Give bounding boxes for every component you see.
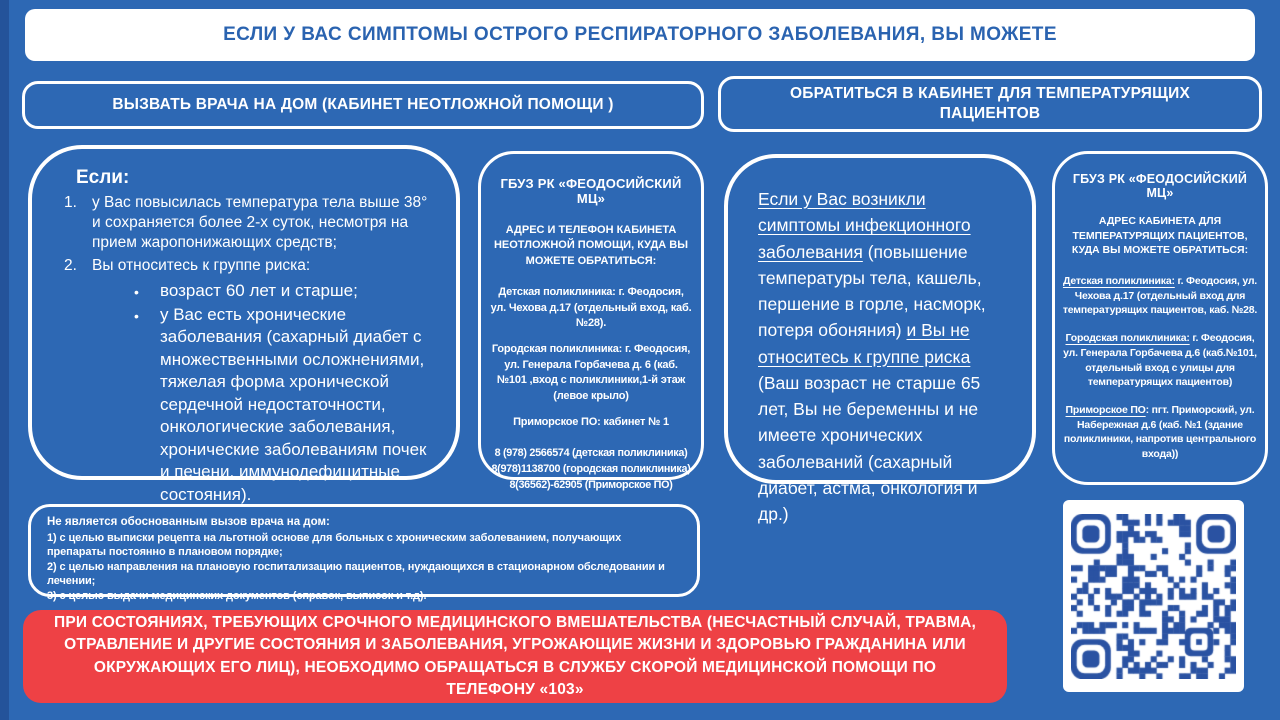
emergency-text: ПРИ СОСТОЯНИЯХ, ТРЕБУЮЩИХ СРОЧНОГО МЕДИЦИНСКОГО ВМЕШАТЕЛЬСТВА (НЕСЧАСТНЫЙ СЛУЧАЙ, ТРАВМА, ОТРАВЛЕНИЕ И ДРУГИЕ СОСТОЯНИЯ И ЗАБОЛЕВАНИЯ, УГРОЖАЮЩИЕ ЖИЗНИ И ЗДОРОВЬЮ ГРАЖДАНИНА ИЛИ ОКРУЖАЮЩИХ ЕГО ЛИЦ), НЕОБХОДИМО ОБРАЩАТЬСЯ В СЛУЖБУ СКОРОЙ МЕДИЦИНСКОЙ ПОМОЩИ ПО ТЕЛЕФОНУ «103» xyxy=(54,613,976,698)
notes-heading: Не является обоснованным вызов врача на дом: xyxy=(47,516,330,528)
contacts-intro: АДРЕС И ТЕЛЕФОН КАБИНЕТА НЕОТЛОЖНОЙ ПОМОЩИ, КУДА ВЫ МОЖЕТЕ ОБРАТИТЬСЯ: xyxy=(493,224,689,267)
condition-text: у Вас повысилась температура тела выше 38° и сохраняется более 2-х суток, несмотря на прием жаропонижающих средств; xyxy=(92,194,428,252)
address-list xyxy=(1062,274,1258,462)
fever-cabinet-contacts-panel xyxy=(1052,151,1268,485)
phone-item: 8(36562)-62905 (Приморское ПО) xyxy=(509,478,673,491)
unjustified-home-visit-notes-panel xyxy=(28,504,700,603)
notes-list xyxy=(47,531,681,604)
conditions-heading: Если: xyxy=(76,167,130,188)
phone-list xyxy=(490,446,692,493)
left-column-header-label: ВЫЗВАТЬ ВРАЧА НА ДОМ (КАБИНЕТ НЕОТЛОЖНОЙ ПОМОЩИ ) xyxy=(112,96,614,113)
right-column-header-label: ОБРАТИТЬСЯ В КАБИНЕТ ДЛЯ ТЕМПЕРАТУРЯЩИХ ПАЦИЕНТОВ xyxy=(789,84,1191,122)
address-item: Приморское ПО: кабинет № 1 xyxy=(513,415,669,428)
conditions-list xyxy=(62,193,434,506)
bullet-text: у Вас есть хронические заболевания (сахарный диабет с множественными осложнениями, тяжелая форма хронической сердечной недостаточности, онкологические заболевания, хронические заболеваниям почек и печени, иммунодефицитные состояния). xyxy=(160,305,427,504)
bullet-text: возраст 60 лет и старше; xyxy=(160,280,358,300)
condition-bullet xyxy=(62,304,434,506)
note-item: 3) с целью выдачи медицинских документов (справок, выписок и т.д). xyxy=(47,590,427,603)
condition-text: Вы относитесь к группе риска: xyxy=(92,257,311,275)
phone-item: 8 (978) 2566574 (детская поликлиника) xyxy=(494,447,688,460)
address-item: Городская поликлиника: г. Феодосия, ул. Генерала Горбачева д.6 (каб.№101, отдельный вход с улицы для температурящих пациентов) xyxy=(1063,332,1257,389)
bullet-marker: • xyxy=(134,308,139,324)
home-visit-conditions-panel xyxy=(28,145,460,504)
address-item: Детская поликлиника: г. Феодосия, ул. Чехова д.17 (отдельный вход для температурящих пациентов, каб. №28. xyxy=(1062,275,1258,317)
bullet-marker: • xyxy=(134,283,139,300)
condition-item xyxy=(62,256,434,276)
symptoms-text: Если у Вас возникли симптомы инфекционного заболевания (повышение температуры тела, кашель, першение в горле, насморк, потеря обоняния) и Вы не относитесь к группе риска (Ваш возраст не старше 65 лет, Вы не беременны и не имеете хронических заболеваний (сахарный диабет, астма, онкология и др.) xyxy=(758,189,986,524)
organization-name: ГБУЗ РК «ФЕОДОСИЙСКИЙ МЦ» xyxy=(500,176,682,206)
emergency-room-contacts-panel xyxy=(478,151,704,491)
right-column-header xyxy=(718,76,1262,132)
left-column-header xyxy=(22,81,704,129)
address-item: Приморское ПО: пгт. Приморский, ул. Набережная д.6 (каб. №1 (здание поликлиники, напротив центрального входа)) xyxy=(1063,403,1257,460)
note-item: 1) с целью выписки рецепта на льготной основе для больных с хроническим заболеванием, получающих препараты постоянно в плановом порядке; xyxy=(47,531,622,559)
address-list xyxy=(490,285,692,430)
condition-item xyxy=(62,193,434,253)
emergency-103-banner xyxy=(23,610,1007,703)
main-title-banner xyxy=(25,9,1255,61)
contacts-intro: АДРЕС КАБИНЕТА ДЛЯ ТЕМПЕРАТУРЯЩИХ ПАЦИЕНТОВ, КУДА ВЫ МОЖЕТЕ ОБРАТИТЬСЯ: xyxy=(1071,215,1249,257)
organization-name: ГБУЗ РК «ФЕОДОСИЙСКИЙ МЦ» xyxy=(1072,172,1248,200)
condition-bullet xyxy=(62,280,434,302)
address-item: Детская поликлиника: г. Феодосия, ул. Чехова д.17 (отдельный вход, каб. №28). xyxy=(490,286,692,329)
phone-item: 8(978)1138700 (городская поликлиника) xyxy=(491,462,691,475)
infection-symptoms-panel xyxy=(724,154,1036,524)
page-left-edge xyxy=(0,0,9,720)
qr-code xyxy=(1071,514,1236,679)
note-item: 2) с целью направления на плановую госпитализацию пациентов, нуждающихся в стационарном обследовании и лечении; xyxy=(47,560,665,588)
address-item: Городская поликлиника: г. Феодосия, ул. Генерала Горбачева д. 6 (каб.№101 ,вход с поликлиники,1-й этаж (левое крыло) xyxy=(491,343,691,402)
qr-code-container xyxy=(1063,500,1244,692)
condition-number: 2. xyxy=(64,257,77,275)
condition-number: 1. xyxy=(64,194,77,211)
page-title: ЕСЛИ У ВАС СИМПТОМЫ ОСТРОГО РЕСПИРАТОРНОГО ЗАБОЛЕВАНИЯ, ВЫ МОЖЕТЕ xyxy=(223,24,1057,45)
